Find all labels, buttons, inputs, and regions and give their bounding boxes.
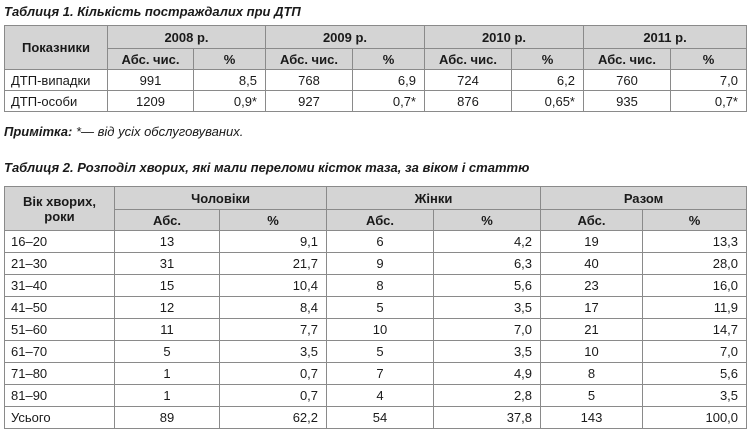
table-row: [5, 275, 747, 297]
table-cell: 7,7: [220, 319, 327, 341]
table-cell: 62,2: [220, 407, 327, 429]
table2-row-age: 21–30: [5, 253, 115, 275]
table-cell: 89: [115, 407, 220, 429]
table-row: [5, 253, 747, 275]
table-cell: 4,2: [434, 231, 541, 253]
table-cell: 10: [541, 341, 643, 363]
table-cell: 19: [541, 231, 643, 253]
table2-row-age: 61–70: [5, 341, 115, 363]
table-cell: 9: [327, 253, 434, 275]
table-row: [5, 319, 747, 341]
table-cell: 8,5: [194, 70, 266, 91]
table-cell: 28,0: [643, 253, 747, 275]
table-cell: 16,0: [643, 275, 747, 297]
table1-header-year-2010: 2010 р.: [425, 26, 584, 49]
table-cell: 54: [327, 407, 434, 429]
table-cell: 14,7: [643, 319, 747, 341]
table-cell: 2,8: [434, 385, 541, 407]
table-cell: 6,9: [353, 70, 425, 91]
table-cell: 100,0: [643, 407, 747, 429]
table-cell: 0,7*: [671, 91, 747, 112]
table-cell: 7,0: [643, 341, 747, 363]
table1-header-subcolumns: [5, 49, 747, 70]
table2-row-age: Усього: [5, 407, 115, 429]
table-cell: 927: [266, 91, 353, 112]
table-cell: 5: [327, 341, 434, 363]
table-cell: 10: [327, 319, 434, 341]
table-cell: 760: [584, 70, 671, 91]
table-cell: 1209: [108, 91, 194, 112]
table-cell: 724: [425, 70, 512, 91]
table2-header-groups: [5, 187, 747, 210]
table1-header-years: [5, 26, 747, 49]
table1-header-year-2009: 2009 р.: [266, 26, 425, 49]
table-cell: 0,65*: [512, 91, 584, 112]
table-cell: 1: [115, 385, 220, 407]
table2-header-age: Вік хворих, роки: [5, 187, 115, 231]
table-cell: 7,0: [671, 70, 747, 91]
table2-header-subcolumns: [5, 210, 747, 231]
table-cell: 15: [115, 275, 220, 297]
table2-caption: Таблиця 2. Розподіл хворих, які мали переломи кісток таза, за віком і статтю: [4, 160, 530, 175]
table-row-total: [5, 407, 747, 429]
table-cell: 6: [327, 231, 434, 253]
table2-row-age: 41–50: [5, 297, 115, 319]
table-cell: 6,3: [434, 253, 541, 275]
table1-row-label: ДТП-особи: [5, 91, 108, 112]
table-cell: 3,5: [434, 341, 541, 363]
table-cell: 143: [541, 407, 643, 429]
table2-subheader-abs: Абс.: [327, 210, 434, 231]
table-cell: 11,9: [643, 297, 747, 319]
table-cell: 10,4: [220, 275, 327, 297]
footnote-label: Примітка:: [4, 124, 73, 139]
table-cell: 13: [115, 231, 220, 253]
table-cell: 7,0: [434, 319, 541, 341]
table1-header-year-2011: 2011 р.: [584, 26, 747, 49]
table-cell: 7: [327, 363, 434, 385]
table-cell: 5,6: [643, 363, 747, 385]
table-row: [5, 297, 747, 319]
table2-row-age: 81–90: [5, 385, 115, 407]
table2-subheader-pct: %: [220, 210, 327, 231]
table2-row-age: 51–60: [5, 319, 115, 341]
table-cell: 37,8: [434, 407, 541, 429]
table-cell: 3,5: [643, 385, 747, 407]
table1-footnote: [4, 124, 243, 139]
table-cell: 768: [266, 70, 353, 91]
table-cell: 12: [115, 297, 220, 319]
table1-subheader-abs: Абс. чис.: [425, 49, 512, 70]
table2-subheader-abs: Абс.: [541, 210, 643, 231]
table2-subheader-pct: %: [643, 210, 747, 231]
table-cell: 876: [425, 91, 512, 112]
table1-caption: Таблиця 1. Кількість постраждалих при ДТП: [4, 4, 301, 19]
table-cell: 40: [541, 253, 643, 275]
table-cell: 17: [541, 297, 643, 319]
table2-row-age: 16–20: [5, 231, 115, 253]
table-cell: 4,9: [434, 363, 541, 385]
table-cell: 1: [115, 363, 220, 385]
table1-subheader-abs: Абс. чис.: [108, 49, 194, 70]
table-cell: 21,7: [220, 253, 327, 275]
table-cell: 23: [541, 275, 643, 297]
table1-subheader-abs: Абс. чис.: [584, 49, 671, 70]
table1-subheader-pct: %: [353, 49, 425, 70]
table1-subheader-abs: Абс. чис.: [266, 49, 353, 70]
table2-row-age: 71–80: [5, 363, 115, 385]
table-row: [5, 363, 747, 385]
table-cell: 8: [327, 275, 434, 297]
footnote-text: *— від усіх обслуговуваних.: [72, 124, 244, 139]
table-row: [5, 70, 747, 91]
table-cell: 0,9*: [194, 91, 266, 112]
table-cell: 5: [115, 341, 220, 363]
table2-header-men: Чоловіки: [115, 187, 327, 210]
table1-accident-victims: [4, 25, 747, 112]
table-cell: 13,3: [643, 231, 747, 253]
table1-subheader-pct: %: [671, 49, 747, 70]
table-cell: 4: [327, 385, 434, 407]
table-cell: 3,5: [434, 297, 541, 319]
table-cell: 3,5: [220, 341, 327, 363]
table-cell: 6,2: [512, 70, 584, 91]
table-cell: 5: [327, 297, 434, 319]
table-cell: 0,7: [220, 363, 327, 385]
table-row: [5, 341, 747, 363]
table-cell: 0,7*: [353, 91, 425, 112]
table-row: [5, 231, 747, 253]
table-cell: 9,1: [220, 231, 327, 253]
table-cell: 8: [541, 363, 643, 385]
table-cell: 5,6: [434, 275, 541, 297]
table2-subheader-pct: %: [434, 210, 541, 231]
table2-pelvic-fractures: [4, 186, 747, 429]
table-cell: 11: [115, 319, 220, 341]
table-cell: 935: [584, 91, 671, 112]
table1-subheader-pct: %: [194, 49, 266, 70]
table-cell: 8,4: [220, 297, 327, 319]
table2-header-women: Жінки: [327, 187, 541, 210]
table-row: [5, 91, 747, 112]
table-cell: 991: [108, 70, 194, 91]
table2-subheader-abs: Абс.: [115, 210, 220, 231]
table-cell: 21: [541, 319, 643, 341]
table-cell: 0,7: [220, 385, 327, 407]
table2-header-total: Разом: [541, 187, 747, 210]
table1-row-label: ДТП-випадки: [5, 70, 108, 91]
table1-subheader-pct: %: [512, 49, 584, 70]
table-cell: 31: [115, 253, 220, 275]
table2-row-age: 31–40: [5, 275, 115, 297]
table1-header-year-2008: 2008 р.: [108, 26, 266, 49]
table-cell: 5: [541, 385, 643, 407]
table1-header-indicator: Показники: [5, 26, 108, 70]
table-row: [5, 385, 747, 407]
